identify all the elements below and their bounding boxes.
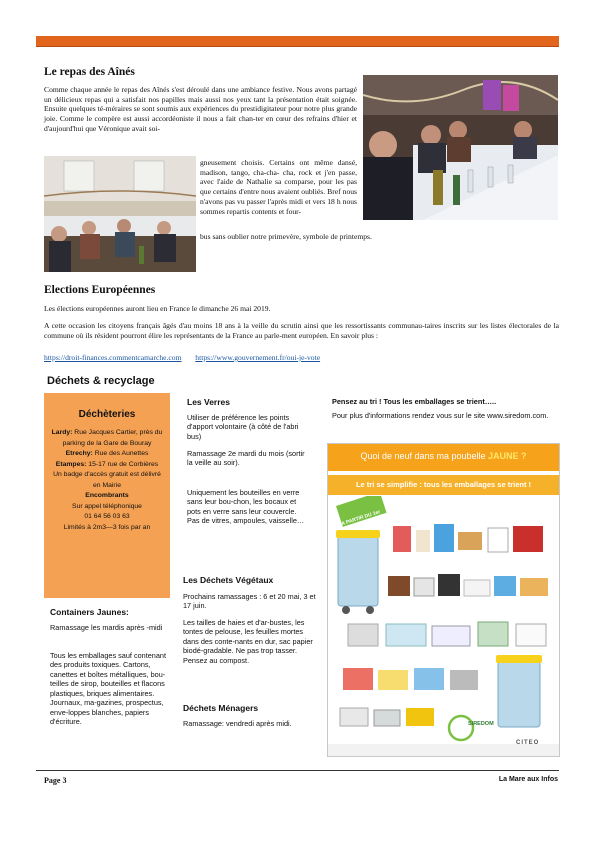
decheteries-content [50,428,164,533]
encombrants-title: Encombrants [85,492,129,500]
section-title-repas: Le repas des Aînés [44,66,135,78]
poster-subheader: Le tri se simplifie : tous les emballages se trient ! [328,475,559,495]
verres-text-1: Utiliser de préférence les points d'apport volontaire (à côté de l'abri bus) [187,413,299,441]
footer-journal-name: La Mare aux Infos [498,776,558,783]
encombrants-limit: Limités à 2m3—3 fois par an [63,523,151,531]
repas-paragraph-2: gneusement choisis. Certains ont même dansé, madison, tango, cha-cha- cha, rock et j'en passe, avec l'aide de Nathalie sa comparse, pour les pas que certains d'entre nous avaient oubliés. Bref nous n'avons pas vu passer l'après midi et vers 18 h nous sommes repartis contents et four- [200,158,357,216]
decheteries-title: Déchèteries [78,409,136,420]
tri-title: Pensez au tri ! Tous les emballages se trient….. [332,397,497,406]
decheterie-lardy: Lardy: Rue Jacques Cartier, près du parking de la Gare de Bouray [51,429,163,447]
vegetaux-text-1: Prochains ramassages : 6 et 20 mai, 3 et 17 juin. [183,592,316,611]
jaunes-text-1: Ramassage les mardis après -midi [50,623,163,632]
elections-paragraph-2: A cette occasion les citoyens français âgés d'au moins 18 ans à la veille du scrutin ainsi que les ressortissants communau-taires inscrits sur les listes électorales de la commune où ils résident pourront élire les représentants de la France au parle-ment européen. En savoir plus : [44,321,559,340]
repas-paragraph-3: bus sans oublier notre primevère, symbole de printemps. [200,232,372,241]
verres-title: Les Verres [187,397,231,407]
poster-illustration [328,496,559,756]
header-bar [36,36,559,47]
encombrants-appel: Sur appel téléphonique [72,502,142,510]
menagers-title: Déchets Ménagers [183,703,259,713]
section-title-dechets: Déchets & recyclage [47,375,155,387]
encombrants-phone: 01 64 56 03 63 [84,513,130,521]
elections-links [44,353,559,363]
badge-info: Un badge d'accès gratuit est délivré en Mairie [53,471,161,489]
tri-text: Pour plus d'informations rendez vous sur le site www.siredom.com. [332,411,549,420]
vegetaux-text-2: Les tailles de haies et d'ar-bustes, les tontes de pelouse, les feuilles mortes dans des conte-nants en dur, sac papier biodé-gradable. Ne pas trop tasser. Pensez au compost. [183,618,313,665]
poster-headline: Quoi de neuf dans ma poubelle JAUNE ? [360,451,527,461]
poster-header [328,444,559,471]
decheterie-etampes: Etampes: 15-17 rue de Corbières [55,460,159,468]
link-gouvernement[interactable]: https://www.gouvernement.fr/oui-je-vote [195,353,321,362]
jaunes-title: Containers Jaunes: [50,607,129,617]
menagers-text: Ramassage: vendredi après midi. [183,719,292,728]
footer-divider [36,770,559,771]
section-title-elections: Elections Européennes [44,284,156,296]
footer-page-number: Page 3 [44,776,67,785]
poster-brand-citeo: CITEO [516,740,540,746]
poster-date-tag: A PARTIR DU 1er OCTOBRE [340,509,382,531]
decheteries-box [44,393,170,598]
decheterie-etrechy: Etrechy: Rue des Aunettes [65,450,149,458]
verres-text-2: Ramassage 2e mardi du mois (sortir la veille au soir). [187,449,305,468]
vegetaux-title: Les Déchets Végétaux [183,575,274,585]
poster-brand-siredom: SIREDOM [468,721,494,727]
poster-poubelle-jaune [327,443,560,757]
jaunes-text-2: Tous les emballages sauf contenant des produits toxiques. Cartons, canettes et boîtes métalliques, bou-teilles de sirop, bouteilles et flacons plastiques, briques alimentaires. Journaux, ma-gazines, prospectus, enve-loppes blanches, papiers d'écriture. [50,651,167,727]
elections-paragraph-1: Les élections européennes auront lieu en France le dimanche 26 mai 2019. [44,304,271,313]
repas-paragraph-1: Comme chaque année le repas des Aînés s'est déroulé dans une ambiance festive. Nous avons partagé un délicieux repas qui a satisfait nos papilles mais aussi nos yeux tant la présentation était soignée. Ensuite quelques té-méraires se sont soumis aux expériences du prestidigitateur pour notre plus grande joie. Comme le compère est aussi accordéoniste il nous a fait chan-ter en cœur des refrains d'hier et d'aujourd'hui que Véronique avait soi- [44,85,357,133]
photo-banquet-table [363,75,558,220]
verres-text-3: Uniquement les bouteilles en verre sans leur bou-chon, les bocaux et pots en verre sans leur couvercle. Pas de vitres, ampoules, vaisselle… [187,488,305,526]
photo-dining-hall [44,156,196,272]
link-droit-finances[interactable]: https://droit-finances.commentcamarche.com [44,353,182,362]
